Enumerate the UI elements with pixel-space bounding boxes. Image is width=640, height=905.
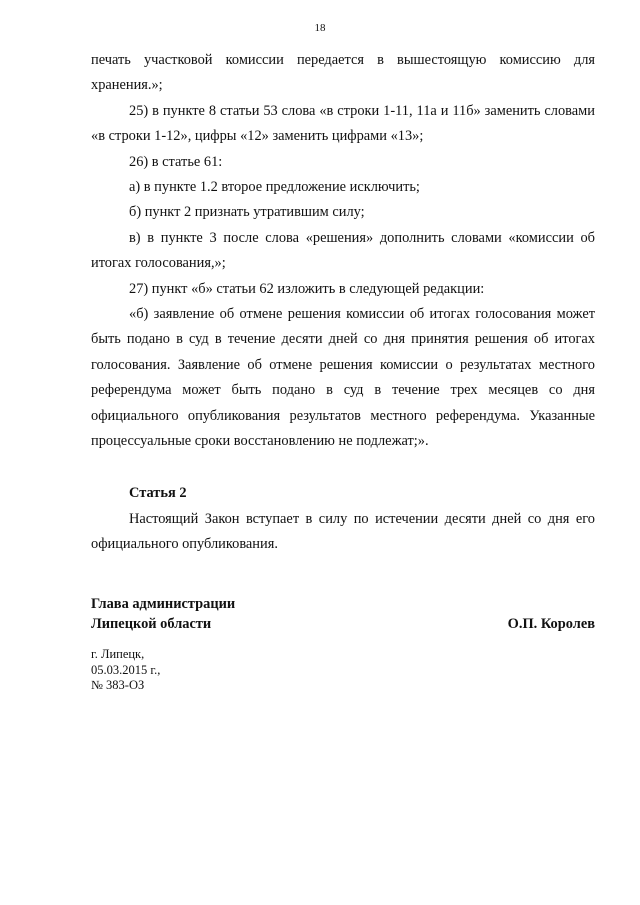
page-number: 18 bbox=[314, 22, 326, 34]
paragraph-item-26b: б) пункт 2 признать утратившим силу; bbox=[129, 204, 365, 221]
paragraph-item-25: 25) в пункте 8 статьи 53 слова «в строки 1-11, 11а и 11б» заменить словами «в строки 1-12», цифры «12» заменить цифрами «13»; bbox=[91, 102, 595, 145]
signature-title-line1: Глава администрации bbox=[91, 596, 236, 612]
signatory-name: О.П. Королев bbox=[507, 616, 595, 632]
paragraph-item-27-text: «б) заявление об отмене решения комиссии об итогах голосования может быть подано в суд в течение десяти дней со дня принятия решения об итогах голосования. Заявление об отмене решения комиссии о результатах местного референдума может быть подано в суд в течение трех месяцев со дня официального опубликования результатов местного референдума. Указанные процессуальные сроки восстановлению не подлежат;». bbox=[91, 306, 595, 450]
article-body bbox=[91, 507, 595, 558]
document-footer bbox=[91, 647, 160, 694]
paragraph-item-26: 26) в статье 61: bbox=[129, 153, 223, 170]
article-text: Настоящий Закон вступает в силу по истечении десяти дней со дня его официального опубликования. bbox=[91, 511, 595, 553]
paragraph-item-26v: в) в пункте 3 после слова «решения» дополнить словами «комиссии об итогах голосования,»; bbox=[91, 229, 595, 272]
footer-date: 05.03.2015 г., bbox=[91, 662, 161, 677]
footer-law-number: № 383-ОЗ bbox=[91, 678, 145, 692]
signature-block bbox=[91, 594, 595, 634]
paragraph-continuation: печать участковой комиссии передается в вышестоящую комиссию для хранения.»; bbox=[91, 52, 595, 94]
signature-title-line2: Липецкой области bbox=[91, 616, 212, 632]
paragraph-item-26a: а) в пункте 1.2 второе предложение исключить; bbox=[129, 179, 420, 196]
article-heading: Статья 2 bbox=[129, 485, 187, 501]
paragraph-item-27: 27) пункт «б» статьи 62 изложить в следующей редакции: bbox=[129, 280, 485, 297]
amendments-text bbox=[91, 48, 595, 455]
footer-city: г. Липецк, bbox=[91, 647, 145, 661]
